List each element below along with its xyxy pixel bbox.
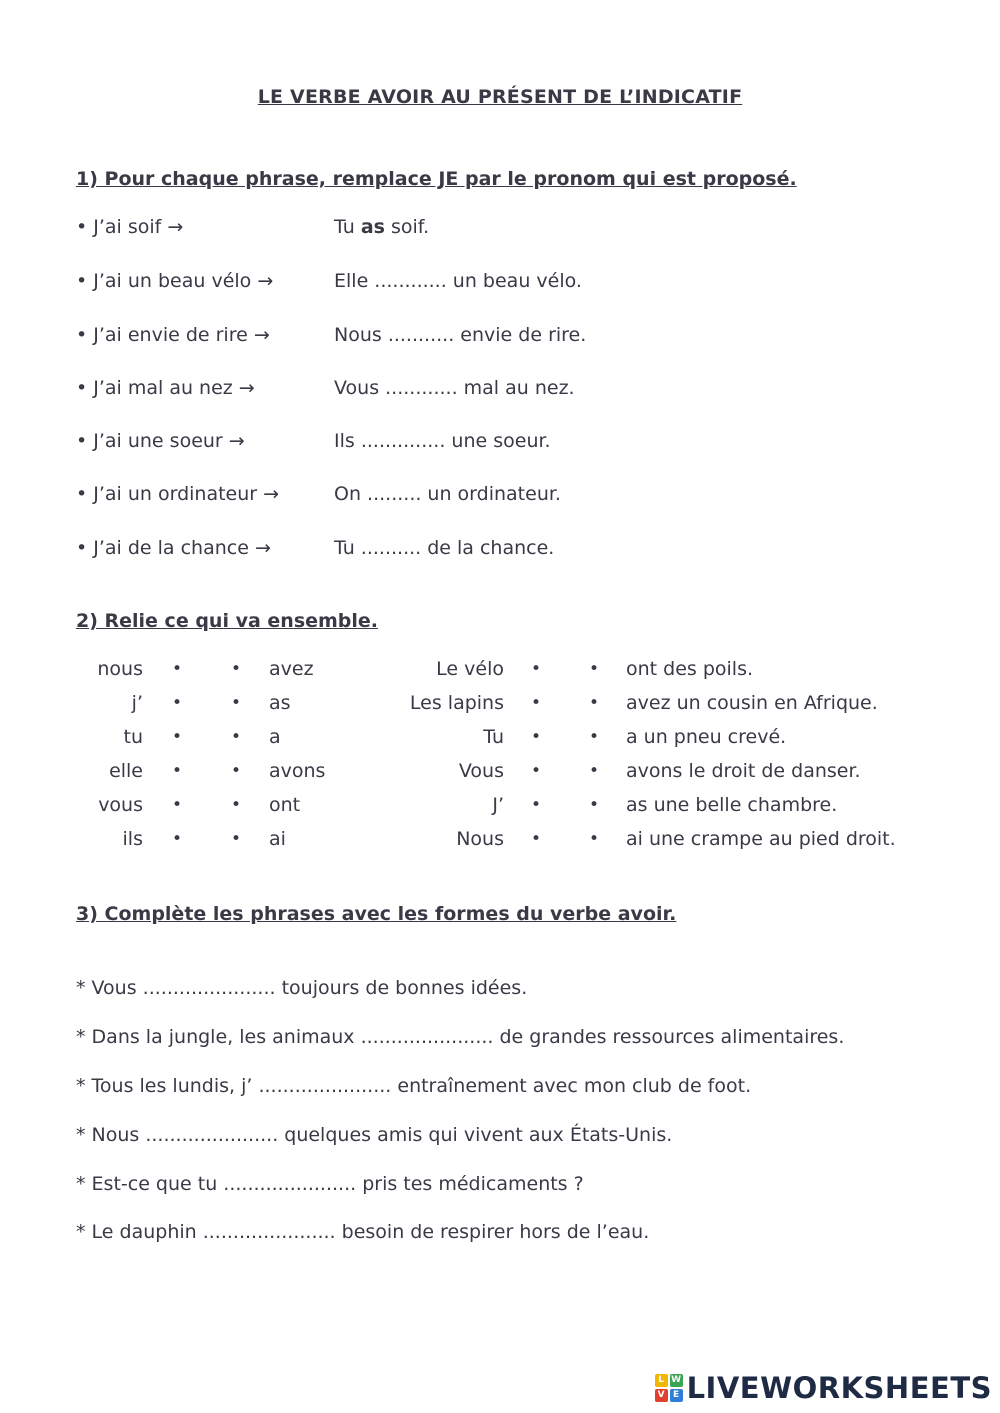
match-dot[interactable]: • <box>531 761 542 781</box>
fill-in-sentence[interactable]: * Dans la jungle, les animaux ...................... de grandes ressources alimentaires. <box>76 1026 845 1048</box>
subject: Vous <box>458 760 504 782</box>
fill-in-sentence[interactable]: On ......... un ordinateur. <box>334 483 561 505</box>
pronoun: nous <box>97 658 143 680</box>
match-dot[interactable]: • <box>172 659 183 679</box>
source-sentence: • J’ai une soeur → <box>76 430 245 452</box>
example-answer: Tu as soif. <box>334 216 430 238</box>
sentence-ending: a un pneu crevé. <box>626 726 787 748</box>
pronoun: ils <box>122 828 143 850</box>
source-sentence: • J’ai un ordinateur → <box>76 483 280 505</box>
source-sentence: • J’ai soif → <box>76 216 184 238</box>
liveworksheets-logo[interactable] <box>655 1371 992 1405</box>
verb-form: avez <box>269 658 314 680</box>
match-dot[interactable]: • <box>231 761 242 781</box>
match-dot[interactable]: • <box>172 829 183 849</box>
fill-in-sentence[interactable]: * Est-ce que tu ...................... pris tes médicaments ? <box>76 1173 584 1195</box>
exercise-1-heading: 1) Pour chaque phrase, remplace JE par le pronom qui est proposé. <box>76 168 797 190</box>
sentence-ending: avez un cousin en Afrique. <box>626 692 878 714</box>
match-dot[interactable]: • <box>172 727 183 747</box>
match-dot[interactable]: • <box>531 795 542 815</box>
subject: J’ <box>492 794 504 816</box>
matching-row <box>0 756 1000 786</box>
source-sentence: • J’ai de la chance → <box>76 537 271 559</box>
match-dot[interactable]: • <box>172 693 183 713</box>
pronoun: j’ <box>131 692 143 714</box>
fill-in-sentence[interactable]: Vous ............ mal au nez. <box>334 377 575 399</box>
match-dot[interactable]: • <box>231 727 242 747</box>
sentence-ending: as une belle chambre. <box>626 794 838 816</box>
matching-row <box>0 654 1000 684</box>
match-dot[interactable]: • <box>531 727 542 747</box>
subject: Tu <box>483 726 504 748</box>
pronoun: vous <box>98 794 143 816</box>
match-dot[interactable]: • <box>589 795 600 815</box>
match-dot[interactable]: • <box>231 659 242 679</box>
pronoun: elle <box>109 760 143 782</box>
source-sentence: • J’ai un beau vélo → <box>76 270 274 292</box>
match-dot[interactable]: • <box>589 693 600 713</box>
answer-verb: as <box>360 216 385 238</box>
match-dot[interactable]: • <box>589 727 600 747</box>
subject: Les lapins <box>409 692 504 714</box>
match-dot[interactable]: • <box>172 795 183 815</box>
logo-text: LIVEWORKSHEETS <box>686 1371 992 1405</box>
subject: Nous <box>456 828 504 850</box>
match-dot[interactable]: • <box>589 659 600 679</box>
logo-square: E <box>670 1389 683 1402</box>
match-dot[interactable]: • <box>231 693 242 713</box>
fill-in-sentence[interactable]: Tu .......... de la chance. <box>334 537 555 559</box>
match-dot[interactable]: • <box>531 829 542 849</box>
verb-form: avons <box>269 760 326 782</box>
logo-square: L <box>655 1374 668 1387</box>
match-dot[interactable]: • <box>589 829 600 849</box>
fill-in-sentence[interactable]: * Le dauphin ...................... besoin de respirer hors de l’eau. <box>76 1221 650 1243</box>
matching-row <box>0 790 1000 820</box>
fill-in-sentence[interactable]: Elle ............ un beau vélo. <box>334 270 582 292</box>
source-sentence: • J’ai envie de rire → <box>76 324 270 346</box>
verb-form: ai <box>269 828 286 850</box>
logo-square: W <box>671 1375 682 1385</box>
verb-form: as <box>269 692 291 714</box>
match-dot[interactable]: • <box>231 795 242 815</box>
verb-form: ont <box>269 794 301 816</box>
page-title: LE VERBE AVOIR AU PRÉSENT DE L’INDICATIF <box>257 86 743 108</box>
source-sentence: • J’ai mal au nez → <box>76 377 255 399</box>
fill-in-sentence[interactable]: Nous ........... envie de rire. <box>334 324 587 346</box>
matching-row <box>0 824 1000 854</box>
subject: Le vélo <box>436 658 504 680</box>
match-dot[interactable]: • <box>589 761 600 781</box>
matching-row <box>0 722 1000 752</box>
logo-square: V <box>655 1389 668 1402</box>
match-dot[interactable]: • <box>531 659 542 679</box>
sentence-ending: avons le droit de danser. <box>626 760 861 782</box>
exercise-2-heading: 2) Relie ce qui va ensemble. <box>76 610 379 632</box>
exercise-3-heading: 3) Complète les phrases avec les formes du verbe avoir. <box>76 903 677 925</box>
liveworksheets-logo-icon <box>655 1374 683 1402</box>
pronoun: tu <box>123 726 143 748</box>
fill-in-sentence[interactable]: * Tous les lundis, j’ ...................... entraînement avec mon club de foot. <box>76 1075 752 1097</box>
verb-form: a <box>269 726 281 748</box>
fill-in-sentence[interactable]: Ils .............. une soeur. <box>334 430 551 452</box>
fill-in-sentence[interactable]: * Nous ...................... quelques amis qui vivent aux États-Unis. <box>76 1124 673 1146</box>
sentence-ending: ont des poils. <box>626 658 754 680</box>
fill-in-sentence[interactable]: * Vous ...................... toujours de bonnes idées. <box>76 977 528 999</box>
match-dot[interactable]: • <box>231 829 242 849</box>
match-dot[interactable]: • <box>531 693 542 713</box>
matching-row <box>0 688 1000 718</box>
match-dot[interactable]: • <box>172 761 183 781</box>
sentence-ending: ai une crampe au pied droit. <box>626 828 896 850</box>
